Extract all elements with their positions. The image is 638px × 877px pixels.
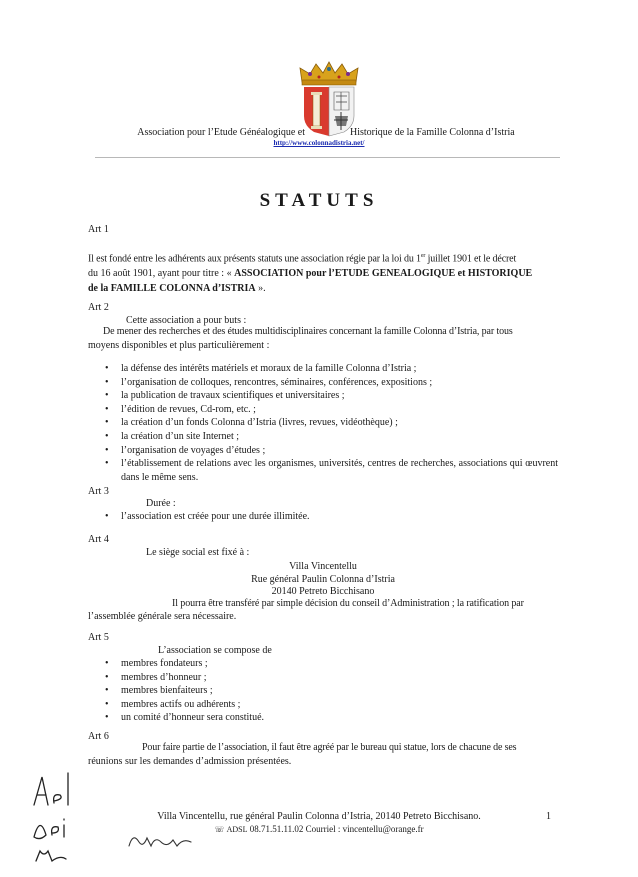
website-link[interactable]: http://www.colonnadistria.net/ — [273, 139, 365, 147]
list-item: • l’organisation de voyages d’études ; — [88, 444, 558, 458]
article-1-text — [88, 249, 558, 296]
article-1-label: Art 1 — [88, 224, 109, 235]
article-6-line-1: Pour faire partie de l’association, il faut être agréé par le bureau qui statue, lors de chacune de ses — [142, 742, 517, 753]
article-2-line-1: De mener des recherches et des études multidisciplinaires concernant la famille Colonna d’Istria, par tous — [103, 326, 513, 337]
article-4-label: Art 4 — [88, 534, 109, 545]
address-line: Villa Vincentellu — [289, 561, 357, 572]
article-2-line-2: moyens disponibles et plus particulièrement : — [88, 340, 270, 351]
contact-details: 08.71.51.11.02 Courriel : vincentellu@orange.fr — [247, 824, 424, 834]
list-item: • la publication de travaux scientifiques et universitaires ; — [88, 389, 558, 403]
article-2-intro: Cette association a pour buts : — [126, 315, 247, 326]
footer-contact — [0, 824, 638, 834]
head-office-address — [88, 561, 558, 599]
list-item: • l’association est créée pour une durée illimitée. — [88, 510, 558, 524]
association-name-left: Association pour l’Etude Généalogique et — [137, 127, 305, 138]
article-4-intro: Le siège social est fixé à : — [146, 547, 250, 558]
address-line: 20140 Petreto Bicchisano — [271, 586, 375, 597]
list-item: • l’établissement de relations avec les organismes, universités, centres de recherches, associations qui œuvrent dans le même sens. — [88, 457, 558, 484]
article-1-title-part-1: ASSOCIATION pour l’ETUDE GENEALOGIQUE et HISTORIQUE — [234, 268, 533, 280]
document-title: STATUTS — [259, 190, 379, 211]
list-item: • la création d’un site Internet ; — [88, 430, 558, 444]
contact-prefix: ADSL — [226, 825, 248, 834]
article-6-line-2: réunions sur les demandes d’admission présentées. — [88, 756, 292, 767]
association-name-right: Historique de la Famille Colonna d’Istria — [350, 127, 515, 138]
article-5-intro: L’association se compose de — [158, 645, 272, 656]
header-divider — [95, 157, 560, 158]
list-item: • membres bienfaiteurs ; — [88, 684, 558, 698]
superscript-er: er — [420, 253, 426, 259]
article-1-line-1-end: juillet 1901 et le décret — [425, 253, 517, 265]
article-6-text — [88, 741, 558, 769]
article-1-line-1: Il est fondé entre les adhérents aux présents statuts une association régie par la loi du 1 — [88, 253, 421, 265]
list-item: • membres actifs ou adhérents ; — [88, 698, 558, 712]
list-item: • membres d’honneur ; — [88, 671, 558, 685]
list-item: • membres fondateurs ; — [88, 657, 558, 671]
list-item: • l’édition de revues, Cd-rom, etc. ; — [88, 403, 558, 417]
article-4-line-1: Il pourra être transféré par simple décision du conseil d’Administration ; la ratification par — [172, 598, 524, 609]
list-item: • la création d’un fonds Colonna d’Istria (livres, revues, vidéothèque) ; — [88, 416, 558, 430]
address-line: Rue général Paulin Colonna d’Istria — [251, 573, 395, 585]
article-4-line-2: l’assemblée générale sera nécessaire. — [88, 611, 237, 622]
article-5-label: Art 5 — [88, 632, 109, 643]
list-item: • l’organisation de colloques, rencontres, séminaires, conférences, expositions ; — [88, 376, 558, 390]
article-4-text — [88, 597, 558, 623]
article-1-title-part-2: de la FAMILLE COLONNA d’ISTRIA — [88, 283, 256, 295]
article-1-closing: ». — [255, 283, 266, 295]
footer-address: Villa Vincentellu, rue général Paulin Colonna d’Istria, 20140 Petreto Bicchisano. — [157, 811, 481, 822]
article-5-members-list — [88, 657, 558, 725]
article-1-line-2a: du 16 août 1901, ayant pour titre : « — [88, 268, 235, 280]
list-item: • la défense des intérêts matériels et moraux de la famille Colonna d’Istria ; — [88, 362, 558, 376]
article-3-intro: Durée : — [146, 498, 176, 509]
phone-icon: ☏ — [214, 825, 225, 834]
article-2-label: Art 2 — [88, 302, 109, 313]
page-number: 1 — [546, 811, 551, 822]
article-2-text — [88, 325, 558, 353]
article-2-goals-list — [88, 362, 558, 484]
article-3-label: Art 3 — [88, 486, 109, 497]
article-6-label: Art 6 — [88, 731, 109, 742]
list-item: • un comité d’honneur sera constitué. — [88, 711, 558, 725]
article-3-list — [88, 510, 558, 524]
